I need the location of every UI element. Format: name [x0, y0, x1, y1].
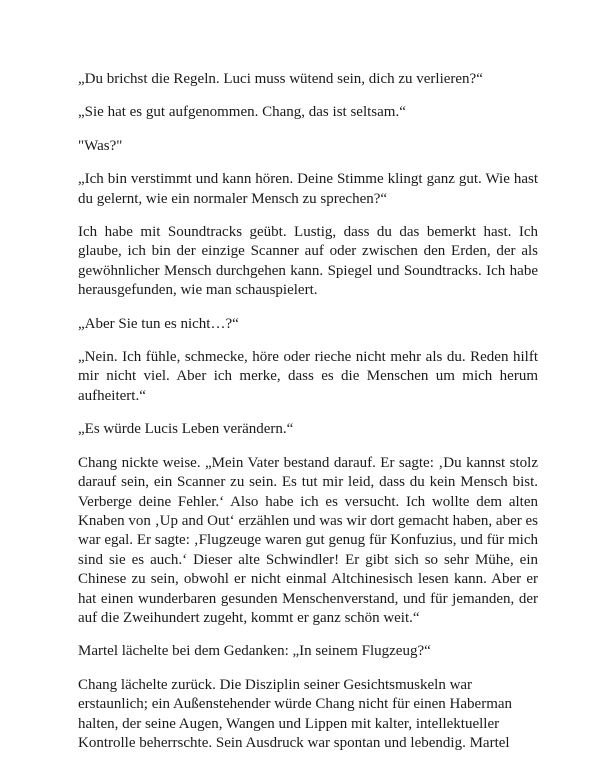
- paragraph-3: "Was?": [78, 137, 123, 154]
- paragraph-1: „Du brichst die Regeln. Luci muss wütend sein, dich zu verlieren?“: [78, 71, 483, 87]
- document-page: [78, 70, 538, 767]
- paragraph-6: „Aber Sie tun es nicht…?“: [78, 315, 239, 332]
- paragraph-2: „Sie hat es gut aufgenommen. Chang, das ist seltsam.“: [78, 104, 406, 121]
- paragraph-11: Chang lächelte zurück. Die Disziplin seiner Gesichtsmuskeln war erstaunlich; ein Außenstehender würde Chang nicht für einen Haberman halten, der seine Augen, Wangen und Lippen mit kalter, intellektueller Kontrolle beherrschte. Sein Ausdruck war spontan und lebendig. Martel: [78, 676, 513, 751]
- paragraph-7: „Nein. Ich fühle, schmecke, höre oder rieche nicht mehr als du. Reden hilft mir nicht viel. Aber ich merke, dass es die Menschen um mich herum aufheitert.“: [78, 349, 538, 404]
- paragraph-4: „Ich bin verstimmt und kann hören. Deine Stimme klingt ganz gut. Wie hast du gelernt, wie ein normaler Mensch zu sprechen?“: [78, 171, 538, 207]
- paragraph-8: „Es würde Lucis Leben verändern.“: [78, 421, 294, 438]
- paragraph-10: Martel lächelte bei dem Gedanken: „In seinem Flugzeug?“: [78, 643, 431, 660]
- paragraph-9: Chang nickte weise. „Mein Vater bestand darauf. Er sagte: ‚Du kannst stolz darauf sein, ein Scanner zu sein. Es tut mir leid, dass du kein Mensch bist. Verberge deine Fehler.‘ Also habe ich es versucht. Ich wollte dem alten Knaben von ‚Up and Out‘ erzählen und was wir dort gemacht haben, aber es war egal. Er sagte: ‚Flugzeuge waren gut genug für Konfuzius, und für mich sind sie es auch.‘ Dieser alte Schwindler! Er gibt sich so sehr Mühe, ein Chinese zu sein, obwohl er nicht einmal Altchinesisch lesen kann. Aber er hat einen wunderbaren gesunden Menschenverstand, und für jemanden, der auf die Zweihundert zugeht, kommt er ganz schön weit.“: [78, 454, 538, 626]
- paragraph-5: Ich habe mit Soundtracks geübt. Lustig, dass du das bemerkt hast. Ich glaube, ich bin der einzige Scanner auf oder zwischen den Erden, der als gewöhnlicher Mensch durchgehen kann. Spiegel und Soundtracks. Ich habe herausgefunden, wie man schauspielert.: [78, 224, 538, 299]
